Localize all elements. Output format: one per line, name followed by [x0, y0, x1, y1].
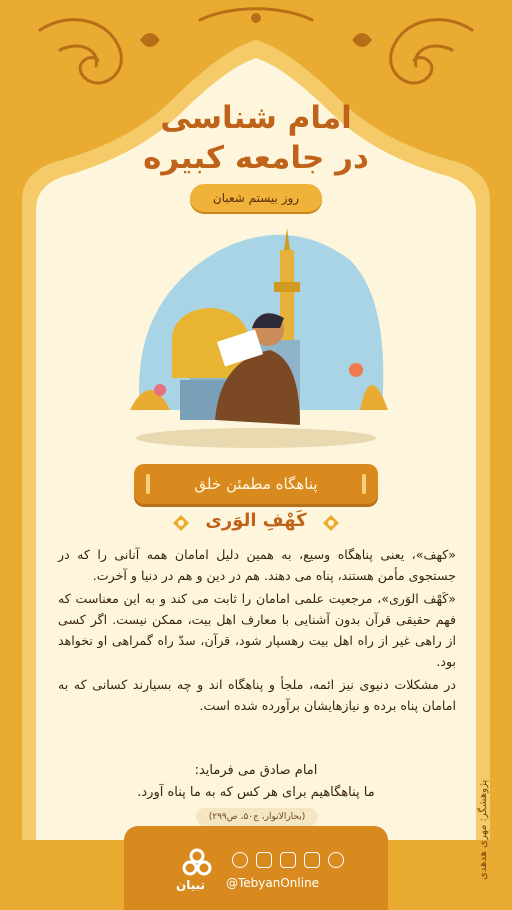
- tebyan-logo-icon: [180, 846, 214, 880]
- paragraph-3: در مشکلات دنیوی نیز ائمه، ملجأ و پناهگاه اند و چه بسیارند کسانی که به امامان پناه برده و نیازهایشان برآورده شده است.: [58, 677, 456, 713]
- banner-tick-right: [362, 474, 366, 494]
- side-credit: پژوهشگر: مهری هدهدی: [478, 779, 489, 881]
- banner-tick-left: [146, 474, 150, 494]
- quote-intro: امام صادق می فرماید:: [194, 763, 318, 778]
- reference-badge: (بحارالانوار، ج۵۰، ص۲۹۹): [196, 808, 318, 826]
- banner-label: پناهگاه مطمئن خلق: [194, 475, 318, 493]
- diamond-ornament-icon: [322, 514, 340, 532]
- shield-check-icon[interactable]: [328, 852, 344, 868]
- aparat-icon[interactable]: [304, 852, 320, 868]
- eitaa-icon[interactable]: [280, 852, 296, 868]
- title-line-1: امام شناسی: [160, 100, 352, 136]
- paragraph-2: «کَهْف الوَری»، مرجعیت علمی امامان را ثابت می کند و به این معناست که فهم حقیقی قرآن بدون آشنایی با معارف اهل بیت، ممکن نیست. اگر کسی از راهی غیر از راه اهل بیت رهسپار شود، قرآن، سدّ راه گمراهی او نخواهد بود.: [58, 591, 456, 669]
- quote-text: ما پناهگاهیم برای هر کس که به ما پناه آورد.: [137, 785, 375, 800]
- quote-block: [80, 760, 432, 804]
- social-handle[interactable]: @TebyanOnline: [226, 876, 320, 890]
- telegram-icon[interactable]: [232, 852, 248, 868]
- instagram-icon[interactable]: [256, 852, 272, 868]
- body-text: [58, 544, 456, 718]
- topic-banner: [134, 464, 378, 504]
- title-line-2: در جامعه کبیره: [143, 140, 369, 176]
- subheading: کَهْفِ الوَری: [205, 510, 307, 531]
- footer-bar: [124, 826, 388, 910]
- brand-name: تبیان: [176, 878, 206, 892]
- paragraph-1: «کهف»، یعنی پناهگاه وسیع، به همین دلیل امامان همه آنانی را که در جستجوی مأمن هستند، پناه می دهند. هم در دین و هم در دنیا و آخرت.: [58, 547, 456, 583]
- date-badge: روز بیستم شعبان: [190, 184, 322, 212]
- shrine-reader-illustration: [120, 210, 392, 472]
